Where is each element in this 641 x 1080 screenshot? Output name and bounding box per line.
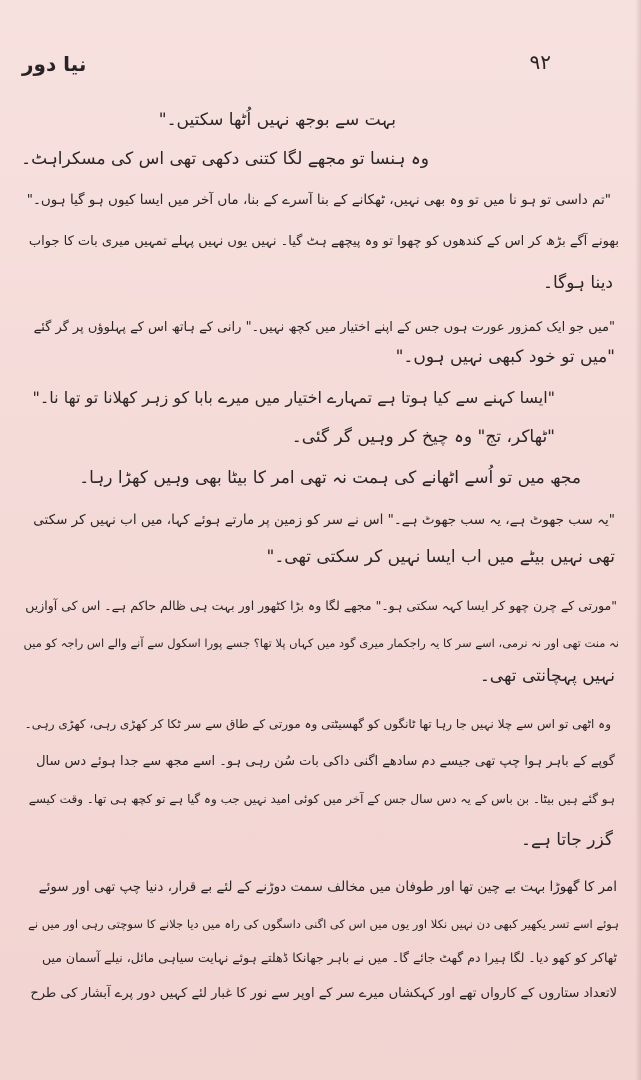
- text-line-20: امر کا گھوڑا بہت بے چین تھا اور طوفان میں مخالف سمت دوڑنے کے لئے بے قرار، دنیا چپ تھی اور سوئے: [38, 879, 617, 895]
- text-line-15: نہیں پہچانتی تھی۔: [479, 666, 615, 686]
- page-number: ۹۲: [529, 50, 551, 74]
- text-line-6: "میں جو ایک کمزور عورت ہوں جس کے اپنے اختیار میں کچھ نہیں۔" رانی کے ہاتھ اس کے پہلوؤں پر گر گئے: [33, 320, 615, 335]
- text-line-16: وہ اٹھی تو اس سے چلا نہیں جا رہا تھا ٹانگوں کو گھسیٹتی وہ مورتی کے طاق سے سر ٹکا کر کھڑی رہی، کھڑی رہی۔: [24, 717, 611, 731]
- text-line-14: نہ منت تھی اور نہ نرمی، اسے سر کا یہ راجکمار میری گود میں کہاں پلا تھا؟ جسے پورا اسکول سے آنے والے اس راجہ کو میں: [23, 636, 619, 650]
- text-line-12: تھی نہیں بیٹے میں اب ایسا نہیں کر سکتی تھی۔": [266, 547, 615, 567]
- text-line-3: "تم داسی تو ہو نا میں تو وہ بھی نہیں، ٹھکانے کے بنا آسرے کے بنا، ماں آخر میں ایسا کیوں ہو گیا ہوں۔": [26, 192, 611, 208]
- text-line-10: مجھ میں تو اُسے اٹھانے کی ہمت نہ تھی امر کا بیٹا بھی وہیں کھڑا رہا۔: [79, 468, 581, 488]
- page-edge-shadow: [635, 0, 641, 1080]
- text-line-8: "ایسا کہنے سے کیا ہوتا ہے تمہارے اختیار میں میرے بابا کو زہر کھلانا تو تھا نا۔": [32, 388, 555, 407]
- page-header: [22, 50, 621, 80]
- text-line-7: "میں تو خود کبھی نہیں ہوں۔": [395, 347, 615, 367]
- text-line-19: گزر جاتا ہے۔: [521, 830, 613, 850]
- text-line-2: وہ ہنسا تو مجھے لگا کتنی دکھی تھی اس کی مسکراہٹ۔: [21, 149, 429, 169]
- text-line-18: ہو گئے ہیں بیٹا۔ بن باس کے یہ دس سال جس کے آخر میں کوئی امید نہیں جب وہ گیا ہے تو کچھ ہی تھا۔ وقت کیسے: [28, 792, 615, 806]
- text-line-17: گوپے کے باہر ہوا چپ تھی جیسے دم سادھے اگنی داکی بات سُن رہی ہو۔ اسے مجھ سے جدا ہوئے دس سال: [36, 754, 615, 769]
- text-line-22: ٹھاکر کو کھو دیا۔ لگا ہیرا دم گھٹ جائے گا۔ میں نے باہر جھانکا ڈھلتے ہوئے نہایت سیاہی مائل، نیلے آسمان میں: [41, 950, 617, 965]
- text-line-13: "مورتی کے چرن چھو کر ایسا کہہ سکتی ہو۔" مجھے لگا وہ بڑا کٹھور اور بہت ہی ظالم حاکم ہے۔ اس کی آوازیں: [25, 598, 617, 613]
- text-line-11: "یہ سب جھوٹ ہے، یہ سب جھوٹ ہے۔" اس نے سر کو زمین پر مارتے ہوئے کہا، میں اب نہیں کر سکتی: [33, 512, 615, 528]
- text-line-9: "ٹھاکر، تج" وہ چیخ کر وہیں گر گئی۔: [291, 427, 555, 447]
- text-line-21: ہوئے اسے تسر یکھیر کبھی دن نہیں نکلا اور یوں میں اس کی اگنی داسگوں کی راہ میں دیا جلانے کا سوچتی رہی اور میں نے: [28, 917, 619, 931]
- journal-title: نیا دور: [22, 52, 87, 76]
- text-line-23: لاتعداد ستاروں کے کارواں تھے اور کہکشاں میرے سر کے اوپر سے نور کا غبار لئے کہیں دور پرے آبشار کی طرح: [30, 986, 617, 1001]
- text-line-1: بہت سے بوجھ نہیں اُٹھا سکتیں۔": [158, 110, 396, 130]
- text-line-5: دینا ہوگا۔: [543, 273, 613, 293]
- text-line-4: بھونے آگے بڑھ کر اس کے کندھوں کو چھوا تو وہ پیچھے ہٹ گیا۔ نہیں یوں نہیں پہلے تمہیں میری بات کا جواب: [28, 234, 619, 249]
